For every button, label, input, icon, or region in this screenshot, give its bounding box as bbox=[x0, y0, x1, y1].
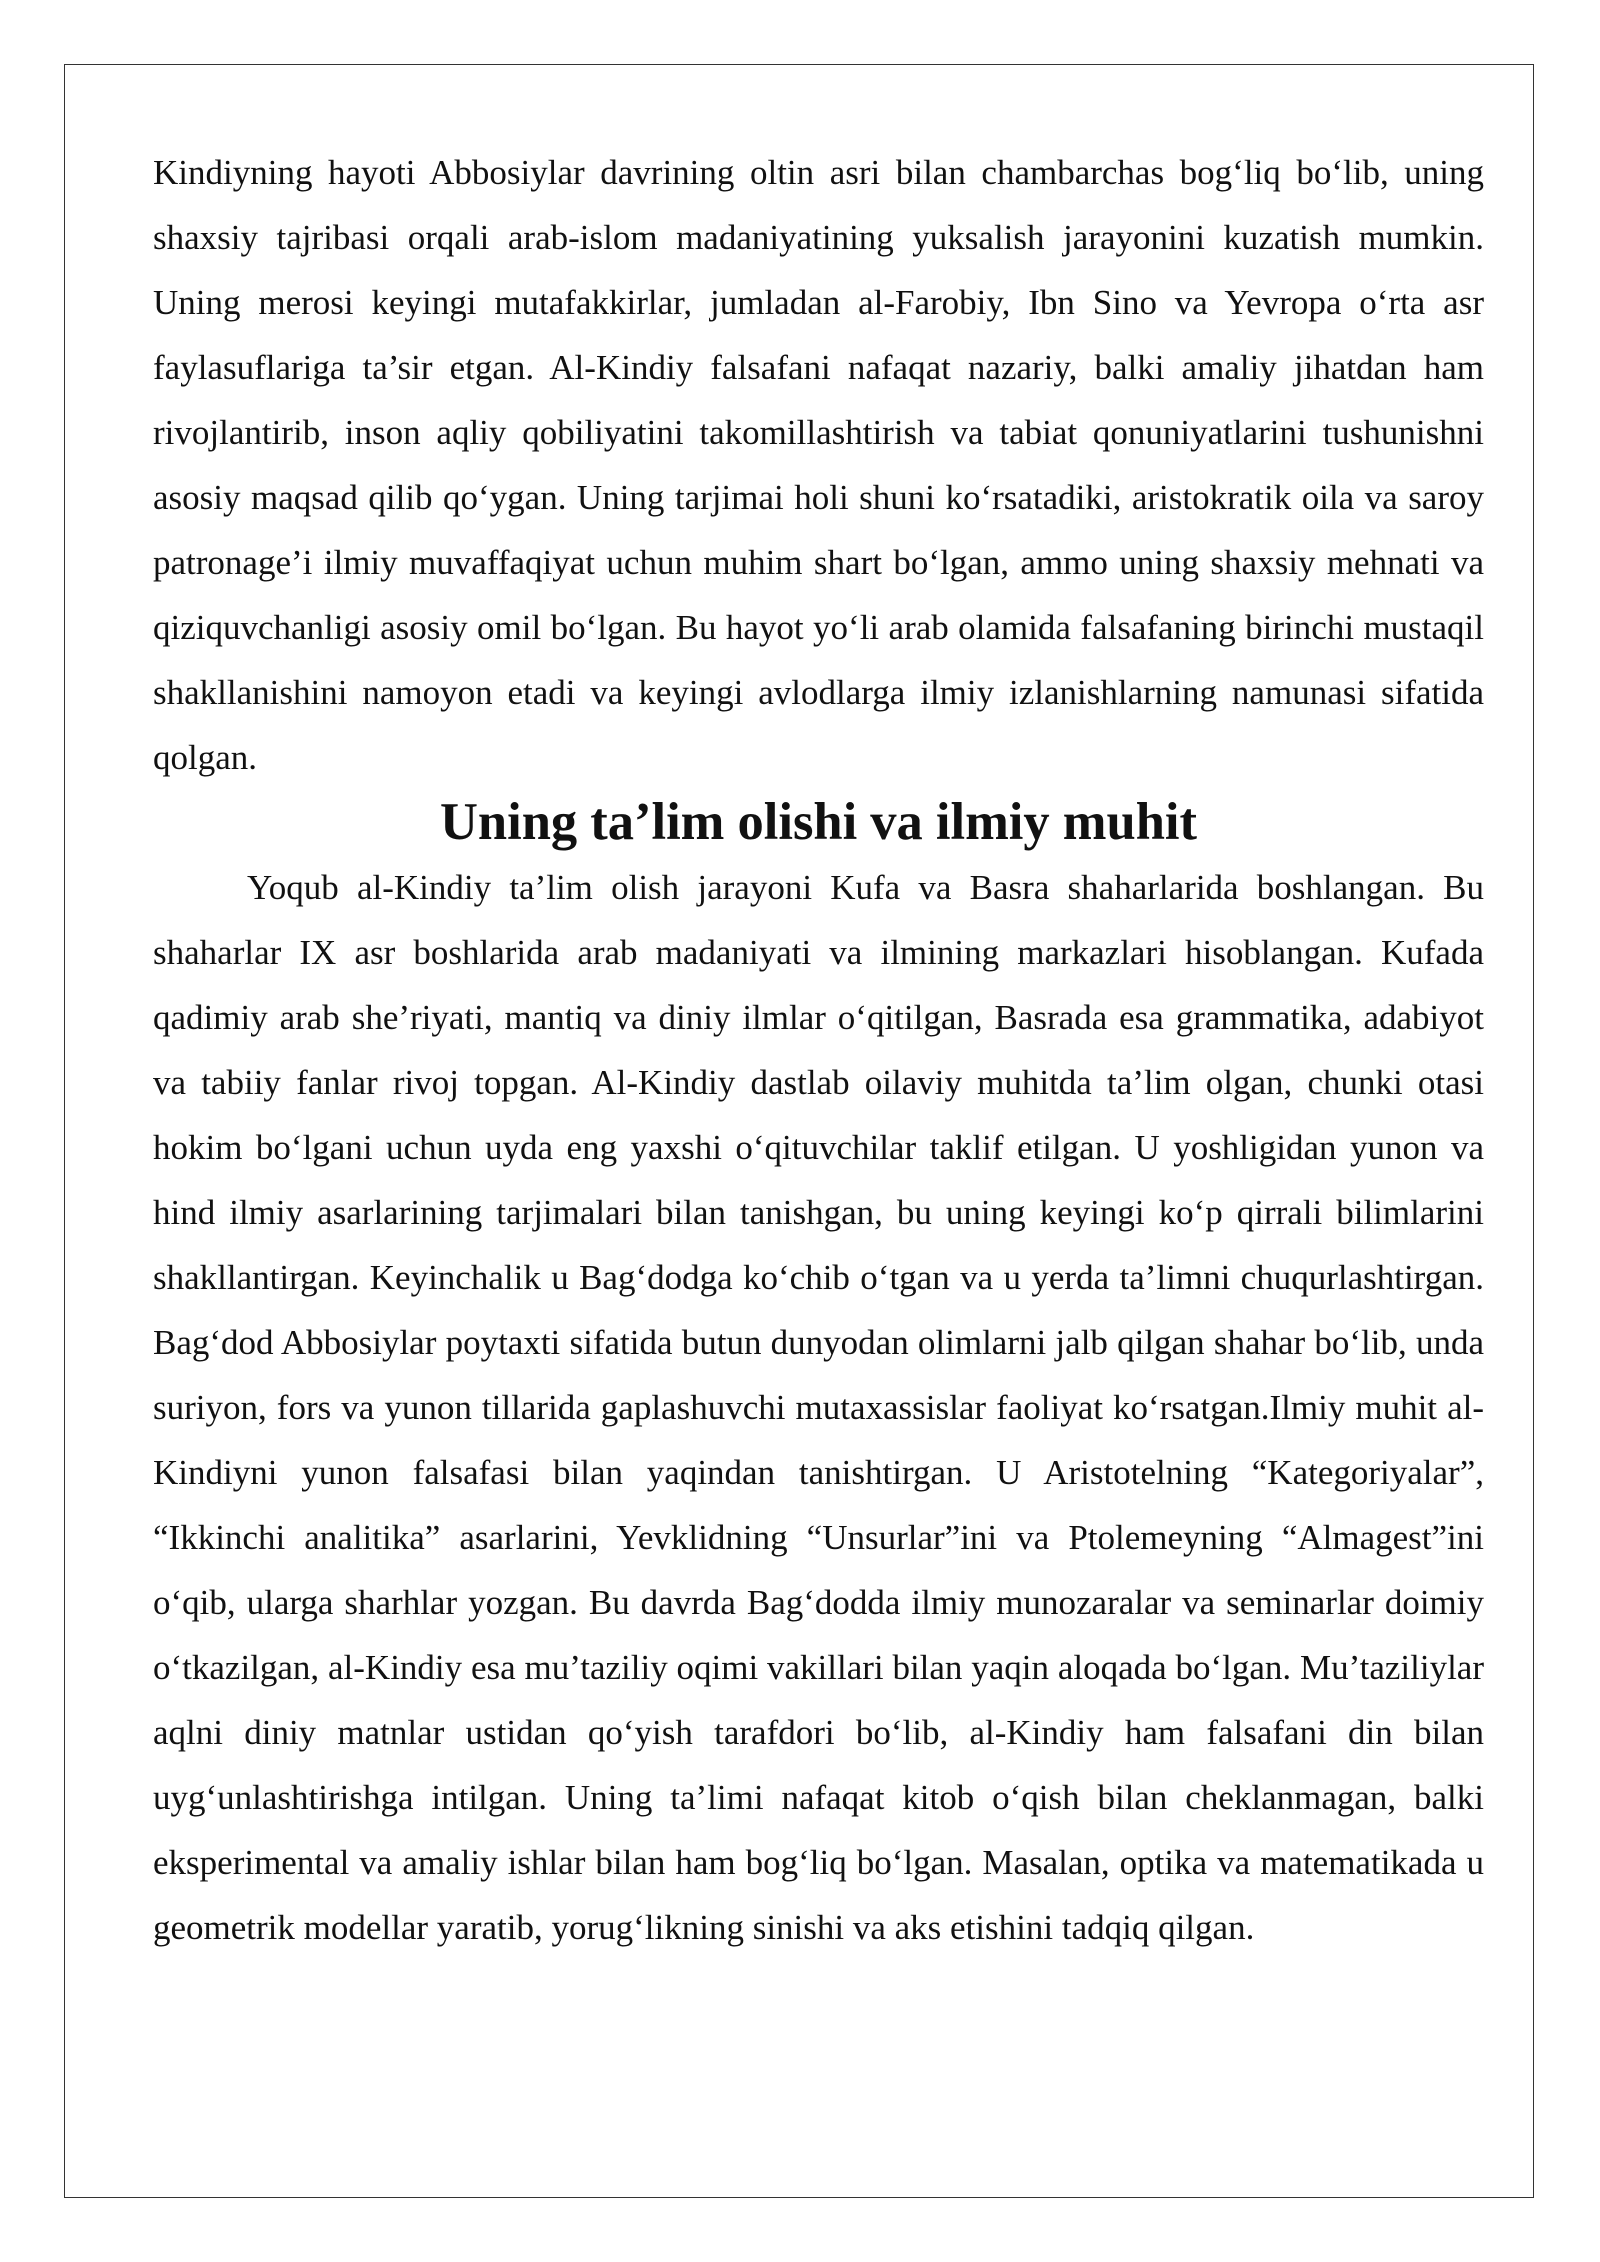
intro-paragraph: Kindiyning hayoti Abbosiylar davrining oltin asri bilan chambarchas bog‘liq bo‘lib, uning shaxsiy tajribasi orqali arab-islom madaniyatining yuksalish jarayonini kuzatish mumkin. Uning merosi keyingi mutafakkirlar, jumladan al-Farobiy, Ibn Sino va Yevropa o‘rta asr faylasuflariga ta’sir etgan. Al-Kindiy falsafani nafaqat nazariy, balki amaliy jihatdan ham rivojlantirib, inson aqliy qobiliyatini takomillashtirish va tabiat qonuniyatlarini tushunishni asosiy maqsad qilib qo‘ygan. Uning tarjimai holi shuni ko‘rsatadiki, aristokratik oila va saroy patronage’i ilmiy muvaffaqiyat uchun muhim shart bo‘lgan, ammo uning shaxsiy mehnati va qiziquvchanligi asosiy omil bo‘lgan. Bu hayot yo‘li arab olamida falsafaning birinchi mustaqil shakllanishini namoyon etadi va keyingi avlodlarga ilmiy izlanishlarning namunasi sifatida qolgan. bbox=[153, 153, 1484, 777]
section-heading: Uning ta’lim olishi va ilmiy muhit bbox=[440, 793, 1197, 851]
document-body bbox=[153, 140, 1484, 1960]
education-paragraph: Yoqub al-Kindiy ta’lim olish jarayoni Kufa va Basra shaharlarida boshlangan. Bu shaharlar IX asr boshlarida arab madaniyati va ilmining markazlari hisoblangan. Kufada qadimiy arab she’riyati, mantiq va diniy ilmlar o‘qitilgan, Basrada esa grammatika, adabiyot va tabiiy fanlar rivoj topgan. Al-Kindiy dastlab oilaviy muhitda ta’lim olgan, chunki otasi hokim bo‘lgani uchun uyda eng yaxshi o‘qituvchilar taklif etilgan. U yoshligidan yunon va hind ilmiy asarlarining tarjimalari bilan tanishgan, bu uning keyingi ko‘p qirrali bilimlarini shakllantirgan. Keyinchalik u Bag‘dodga ko‘chib o‘tgan va u yerda ta’limni chuqurlashtirgan. Bag‘dod Abbosiylar poytaxti sifatida butun dunyodan olimlarni jalb qilgan shahar bo‘lib, unda suriyon, fors va yunon tillarida gaplashuvchi mutaxassislar faoliyat ko‘rsatgan.Ilmiy muhit al-Kindiyni yunon falsafasi bilan yaqindan tanishtirgan. U Aristotelning “Kategoriyalar”, “Ikkinchi analitika” asarlarini, Yevklidning “Unsurlar”ini va Ptolemeyning “Almagest”ini o‘qib, ularga sharhlar yozgan. Bu davrda Bag‘dodda ilmiy munozaralar va seminarlar doimiy o‘tkazilgan, al-Kindiy esa mu’taziliy oqimi vakillari bilan yaqin aloqada bo‘lgan. Mu’taziliylar aqlni diniy matnlar ustidan qo‘yish tarafdori bo‘lib, al-Kindiy ham falsafani din bilan uyg‘unlashtirishga intilgan. Uning ta’limi nafaqat kitob o‘qish bilan cheklanmagan, balki eksperimental va amaliy ishlar bilan ham bog‘liq bo‘lgan. Masalan, optika va matematikada u geometrik modellar yaratib, yorug‘likning sinishi va aks etishini tadqiq qilgan. bbox=[153, 868, 1484, 1947]
